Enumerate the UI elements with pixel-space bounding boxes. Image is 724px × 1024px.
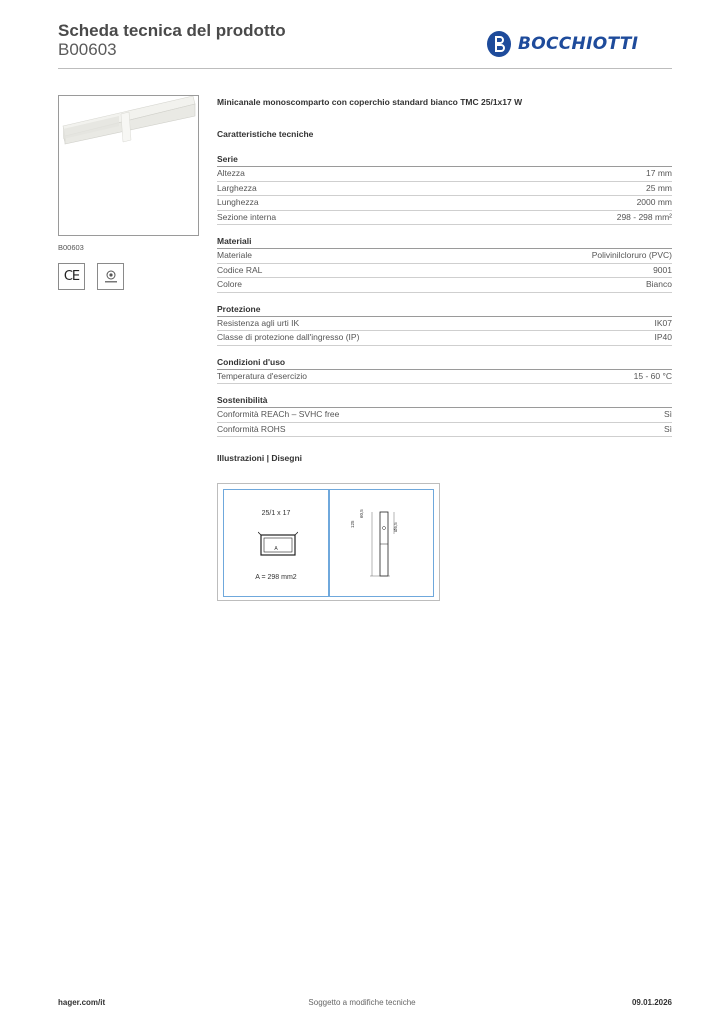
- product-image: [58, 95, 199, 236]
- section-title: Serie: [217, 153, 672, 167]
- side-label: Ø5,5: [393, 522, 398, 532]
- spec-label: Classe di protezione dall'ingresso (IP): [217, 332, 360, 342]
- spec-value: 9001: [653, 264, 672, 275]
- spec-label: Conformità ROHS: [217, 423, 286, 434]
- spec-row: [217, 370, 672, 385]
- section-sostenibilita: [217, 394, 672, 437]
- spec-row: [217, 317, 672, 332]
- side-view-drawing: [329, 489, 434, 597]
- technical-content: [217, 97, 672, 475]
- ce-mark-icon: CE: [63, 269, 80, 284]
- section-materiali: [217, 235, 672, 293]
- section-profile-icon: [258, 530, 298, 560]
- brand-logo: [486, 28, 672, 60]
- spec-row: [217, 331, 672, 346]
- spec-value: 25 mm: [646, 182, 672, 193]
- spec-value: Sì: [663, 423, 672, 434]
- footer-note: Soggetto a modifiche tecniche: [308, 998, 416, 1007]
- spec-label: Lunghezza: [217, 197, 259, 207]
- section-title: Protezione: [217, 303, 672, 317]
- section-serie: [217, 153, 672, 225]
- spec-row: [217, 423, 672, 438]
- spec-row: [217, 182, 672, 197]
- quality-cert-icon: [102, 268, 120, 286]
- spec-value: Bianco: [646, 279, 672, 289]
- area-label: A = 298 mm2: [255, 574, 297, 581]
- spec-value: Polivinilcloruro (PVC): [591, 250, 672, 260]
- product-description: Minicanale monoscomparto con coperchio standard bianco TMC 25/1x17 W: [217, 97, 523, 107]
- spec-label: Larghezza: [217, 182, 257, 193]
- section-condizioni: [217, 356, 672, 385]
- image-caption: B00603: [58, 243, 84, 252]
- footer-website: hager.com/it: [58, 998, 106, 1007]
- section-title: Materiali: [217, 235, 672, 249]
- spec-label: Altezza: [217, 168, 245, 178]
- section-title: Sostenibilità: [217, 394, 672, 408]
- spec-row: [217, 167, 672, 182]
- section-title: Condizioni d'uso: [217, 356, 672, 370]
- spec-row: [217, 278, 672, 293]
- spec-value: Sì: [663, 409, 672, 419]
- spec-label: Temperatura d'esercizio: [217, 370, 307, 381]
- cable-duct-image: [59, 96, 198, 235]
- spec-row: [217, 264, 672, 279]
- bocchiotti-logo-icon: [486, 30, 512, 58]
- spec-row: [217, 211, 672, 226]
- side-label: 60,5: [359, 509, 364, 518]
- page-title: Scheda tecnica del prodotto: [58, 21, 286, 40]
- ce-certification: [58, 263, 85, 290]
- spec-label: Resistenza agli urti IK: [217, 317, 300, 328]
- spec-label: Materiale: [217, 250, 252, 260]
- spec-row: [217, 196, 672, 211]
- spec-row: [217, 408, 672, 423]
- dimension-label: 25/1 x 17: [261, 510, 291, 517]
- footer-date: 09.01.2026: [631, 998, 672, 1007]
- spec-value: IP40: [654, 332, 672, 342]
- product-code: B00603: [58, 40, 117, 59]
- spec-value: 15 - 60 °C: [633, 370, 672, 381]
- spec-value: 298 - 298 mm²: [616, 211, 672, 222]
- illustrations-heading: Illustrazioni | Disegni: [217, 453, 303, 463]
- section-protezione: [217, 303, 672, 346]
- spec-row: [217, 249, 672, 264]
- spec-label: Conformità REACh – SVHC free: [217, 409, 340, 419]
- spec-label: Colore: [217, 279, 243, 289]
- cross-section-drawing: [223, 489, 329, 597]
- brand-name: BOCCHIOTTI: [518, 34, 639, 54]
- technical-drawings: [217, 483, 440, 601]
- quality-certification: [97, 263, 124, 290]
- spec-value: 17 mm: [646, 168, 672, 178]
- tech-heading: Caratteristiche tecniche: [217, 129, 314, 139]
- spec-value: 2000 mm: [636, 197, 672, 207]
- spec-label: Codice RAL: [217, 264, 263, 275]
- area-marker: A: [274, 546, 278, 552]
- spec-label: Sezione interna: [217, 211, 277, 222]
- spec-value: IK07: [654, 317, 672, 328]
- side-label: 125: [350, 520, 355, 528]
- header-divider: [58, 68, 672, 69]
